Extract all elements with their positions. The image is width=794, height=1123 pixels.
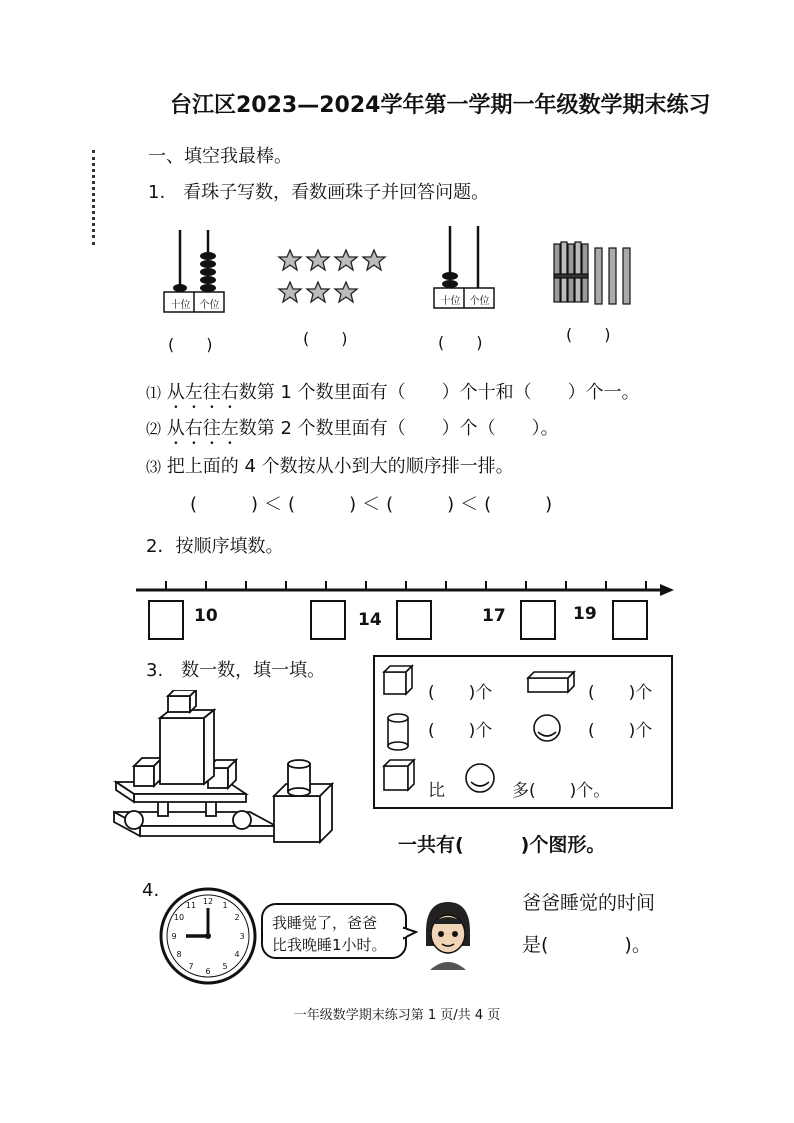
question-4-text-2[interactable]: 是( )。 (522, 934, 651, 956)
tens-label: 十位 (170, 300, 191, 311)
svg-text:12: 12 (202, 897, 214, 906)
abacus-2-labels (436, 292, 494, 307)
svg-text:7: 7 (188, 962, 194, 971)
cuboid-icon (528, 672, 574, 692)
svg-text:11: 11 (185, 901, 197, 910)
cuboid-count-blank[interactable]: ( )个 (588, 683, 653, 703)
question-4-text-1: 爸爸睡觉的时间 (522, 892, 656, 914)
ones-label: 个位 (199, 300, 220, 311)
number-box-1[interactable] (148, 600, 184, 640)
order-answer-line[interactable]: ( )＜( )＜( )＜( ) (190, 494, 559, 515)
compare-bi-label: 比 (428, 781, 445, 801)
answer-blank-4[interactable]: ( ) (566, 325, 611, 344)
svg-text:10: 10 (173, 913, 185, 922)
svg-text:5: 5 (222, 962, 228, 971)
star-group (279, 250, 385, 302)
compare-more-blank[interactable]: 多( )个。 (512, 781, 611, 801)
question-1-label: 1. 看珠子写数，看数画珠子并回答问题。 (148, 182, 490, 203)
star-icon (335, 250, 357, 270)
svg-text:6: 6 (205, 967, 211, 976)
block-structure-figure (110, 690, 340, 860)
number-line (134, 578, 674, 598)
tens-label: 十位 (440, 296, 461, 307)
ones-label: 个位 (469, 296, 490, 307)
star-icon (335, 282, 357, 302)
svg-text:3: 3 (239, 932, 245, 941)
sub-question-3: ⑶ 把上面的 4 个数按从小到大的顺序排一排。 (146, 456, 514, 477)
question-2-label: 2．按顺序填数。 (146, 536, 284, 557)
cube-count-blank[interactable]: ( )个 (428, 683, 493, 703)
answer-blank-3[interactable]: ( ) (438, 333, 483, 352)
stick-bundle (554, 242, 630, 304)
sphere-icon (534, 715, 560, 741)
abacus-1-labels (166, 296, 224, 311)
svg-text:8: 8 (176, 950, 182, 959)
number-box-4[interactable] (520, 600, 556, 640)
star-icon (363, 250, 385, 270)
binding-margin-dots (92, 150, 95, 245)
section-heading: 一、填空我最棒。 (148, 146, 292, 167)
cylinder-count-blank[interactable]: ( )个 (428, 721, 493, 741)
svg-text:4: 4 (234, 950, 240, 959)
answer-blank-1[interactable]: ( ) (168, 335, 213, 354)
question-4-number: 4. (142, 880, 160, 901)
number-label-17: 17 (482, 606, 506, 626)
sub-question-2: ⑵ 从右往左数第 2 个数里面有（ ）个（ ）。 (146, 418, 559, 439)
cube-icon (384, 760, 414, 790)
cylinder-icon (388, 714, 408, 750)
sphere-icon (466, 764, 494, 792)
q1-figures (150, 222, 680, 322)
star-icon (307, 250, 329, 270)
svg-text:9: 9 (171, 932, 177, 941)
sub-question-1: ⑴ 从左往右数第 1 个数里面有（ ）个十和（ ）个一。 (146, 382, 640, 403)
total-shapes-line[interactable]: 一共有( )个图形。 (398, 834, 606, 856)
bubble-line-2: 比我晚睡1小时。 (272, 936, 387, 954)
number-label-14: 14 (358, 610, 382, 630)
number-box-5[interactable] (612, 600, 648, 640)
clock-icon (158, 886, 258, 986)
page-footer: 一年级数学期末练习第 1 页/共 4 页 (293, 1008, 501, 1023)
star-icon (279, 282, 301, 302)
cube-icon (384, 666, 412, 694)
bubble-line-1: 我睡觉了，爸爸 (272, 914, 378, 932)
girl-avatar (418, 898, 478, 970)
star-icon (307, 282, 329, 302)
number-label-10: 10 (194, 606, 218, 626)
svg-text:1: 1 (222, 901, 228, 910)
svg-text:2: 2 (234, 913, 240, 922)
number-label-19: 19 (573, 604, 597, 624)
answer-blank-2[interactable]: ( ) (303, 329, 348, 348)
question-3-label: 3. 数一数，填一填。 (146, 660, 326, 681)
number-box-2[interactable] (310, 600, 346, 640)
page-title: 台江区2023—2024学年第一学期一年级数学期末练习 (170, 93, 711, 118)
star-icon (279, 250, 301, 270)
number-box-3[interactable] (396, 600, 432, 640)
sphere-count-blank[interactable]: ( )个 (588, 721, 653, 741)
